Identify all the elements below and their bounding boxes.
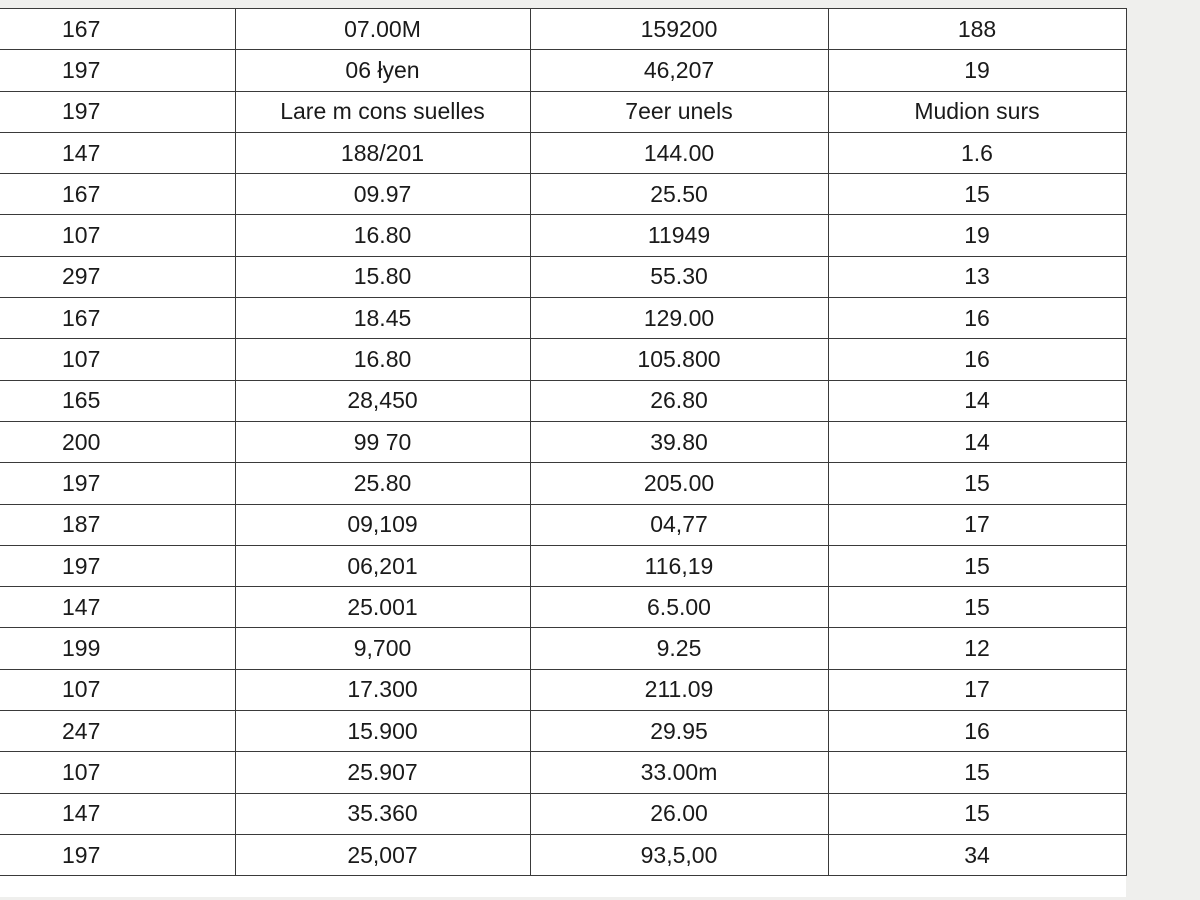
table-cell: 14 [828, 380, 1126, 421]
table-cell: 26.00 [530, 793, 828, 834]
table-cell: 105.800 [530, 339, 828, 380]
data-table [0, 8, 1127, 876]
table-cell: 165 [0, 380, 235, 421]
table-cell: 11949 [530, 215, 828, 256]
table-cell: 199 [0, 628, 235, 669]
table-cell: 147 [0, 587, 235, 628]
table-cell: 107 [0, 215, 235, 256]
table-row [0, 132, 1126, 173]
table-row [0, 215, 1126, 256]
table-cell: 16.80 [235, 215, 530, 256]
table-cell: 17 [828, 504, 1126, 545]
table-row [0, 545, 1126, 586]
table-body [0, 9, 1126, 876]
table-cell: 18.45 [235, 298, 530, 339]
table-cell: 13 [828, 256, 1126, 297]
table-cell: 25.50 [530, 174, 828, 215]
table-cell: 55.30 [530, 256, 828, 297]
table-cell: 16 [828, 711, 1126, 752]
table-row [0, 421, 1126, 462]
table-cell: 04,77 [530, 504, 828, 545]
table-cell: 07.00M [235, 9, 530, 50]
table-cell: 187 [0, 504, 235, 545]
table-row [0, 834, 1126, 875]
table-cell: 35.360 [235, 793, 530, 834]
table-cell: 09,109 [235, 504, 530, 545]
table-cell: 25.80 [235, 463, 530, 504]
table-cell: 26.80 [530, 380, 828, 421]
table-row [0, 380, 1126, 421]
table-cell: 107 [0, 669, 235, 710]
table-cell: 33.00m [530, 752, 828, 793]
table-cell: 167 [0, 174, 235, 215]
table-row [0, 256, 1126, 297]
table-cell: 211.09 [530, 669, 828, 710]
table-cell: 09.97 [235, 174, 530, 215]
table-cell: 25.001 [235, 587, 530, 628]
table-row [0, 298, 1126, 339]
table-cell: 16 [828, 298, 1126, 339]
table-cell: 28,450 [235, 380, 530, 421]
table-cell: 107 [0, 339, 235, 380]
header-row [0, 91, 1126, 132]
table-row [0, 793, 1126, 834]
table-cell: 29.95 [530, 711, 828, 752]
table-cell: 15.80 [235, 256, 530, 297]
table-cell: 197 [0, 834, 235, 875]
table-row [0, 752, 1126, 793]
table-cell: 197 [0, 545, 235, 586]
table-row [0, 669, 1126, 710]
table-cell: 147 [0, 132, 235, 173]
table-cell: 197 [0, 91, 235, 132]
table-cell: 247 [0, 711, 235, 752]
table-row [0, 711, 1126, 752]
table-cell: 205.00 [530, 463, 828, 504]
table-cell: 1.6 [828, 132, 1126, 173]
table-row [0, 339, 1126, 380]
table-cell: 197 [0, 50, 235, 91]
table-cell: 167 [0, 9, 235, 50]
table-cell: 9,700 [235, 628, 530, 669]
table-row [0, 463, 1126, 504]
table-cell: 19 [828, 215, 1126, 256]
table-cell: 197 [0, 463, 235, 504]
table-cell: 15 [828, 752, 1126, 793]
table-cell: 25.907 [235, 752, 530, 793]
table-cell: 34 [828, 834, 1126, 875]
table-cell: 147 [0, 793, 235, 834]
table-cell: 129.00 [530, 298, 828, 339]
table-cell: 16.80 [235, 339, 530, 380]
table-cell: 167 [0, 298, 235, 339]
table-cell: 17.300 [235, 669, 530, 710]
table-cell: 116,19 [530, 545, 828, 586]
table-cell: 6.5.00 [530, 587, 828, 628]
table-cell: 93,5,00 [530, 834, 828, 875]
table-row [0, 9, 1126, 50]
table-cell: 14 [828, 421, 1126, 462]
table-cell: 15 [828, 174, 1126, 215]
table-cell: 15 [828, 793, 1126, 834]
table-row [0, 50, 1126, 91]
table-cell: 200 [0, 421, 235, 462]
table-cell: Mudion surs [828, 91, 1126, 132]
table-cell: Lare m cons suelles [235, 91, 530, 132]
table-cell: 159200 [530, 9, 828, 50]
table-cell: 15 [828, 463, 1126, 504]
table-cell: 15 [828, 587, 1126, 628]
data-table-sheet [0, 8, 1126, 897]
table-cell: 19 [828, 50, 1126, 91]
table-cell: 12 [828, 628, 1126, 669]
table-row [0, 504, 1126, 545]
table-cell: 06,201 [235, 545, 530, 586]
table-cell: 297 [0, 256, 235, 297]
table-cell: 15.900 [235, 711, 530, 752]
table-cell: 107 [0, 752, 235, 793]
table-cell: 188 [828, 9, 1126, 50]
table-row [0, 587, 1126, 628]
table-row [0, 174, 1126, 215]
table-row [0, 628, 1126, 669]
table-cell: 144.00 [530, 132, 828, 173]
table-cell: 7eer unels [530, 91, 828, 132]
table-cell: 16 [828, 339, 1126, 380]
table-cell: 06 łyen [235, 50, 530, 91]
table-cell: 39.80 [530, 421, 828, 462]
table-cell: 15 [828, 545, 1126, 586]
table-cell: 9.25 [530, 628, 828, 669]
table-cell: 188/201 [235, 132, 530, 173]
table-cell: 46,207 [530, 50, 828, 91]
table-cell: 25,007 [235, 834, 530, 875]
table-cell: 99 70 [235, 421, 530, 462]
table-cell: 17 [828, 669, 1126, 710]
